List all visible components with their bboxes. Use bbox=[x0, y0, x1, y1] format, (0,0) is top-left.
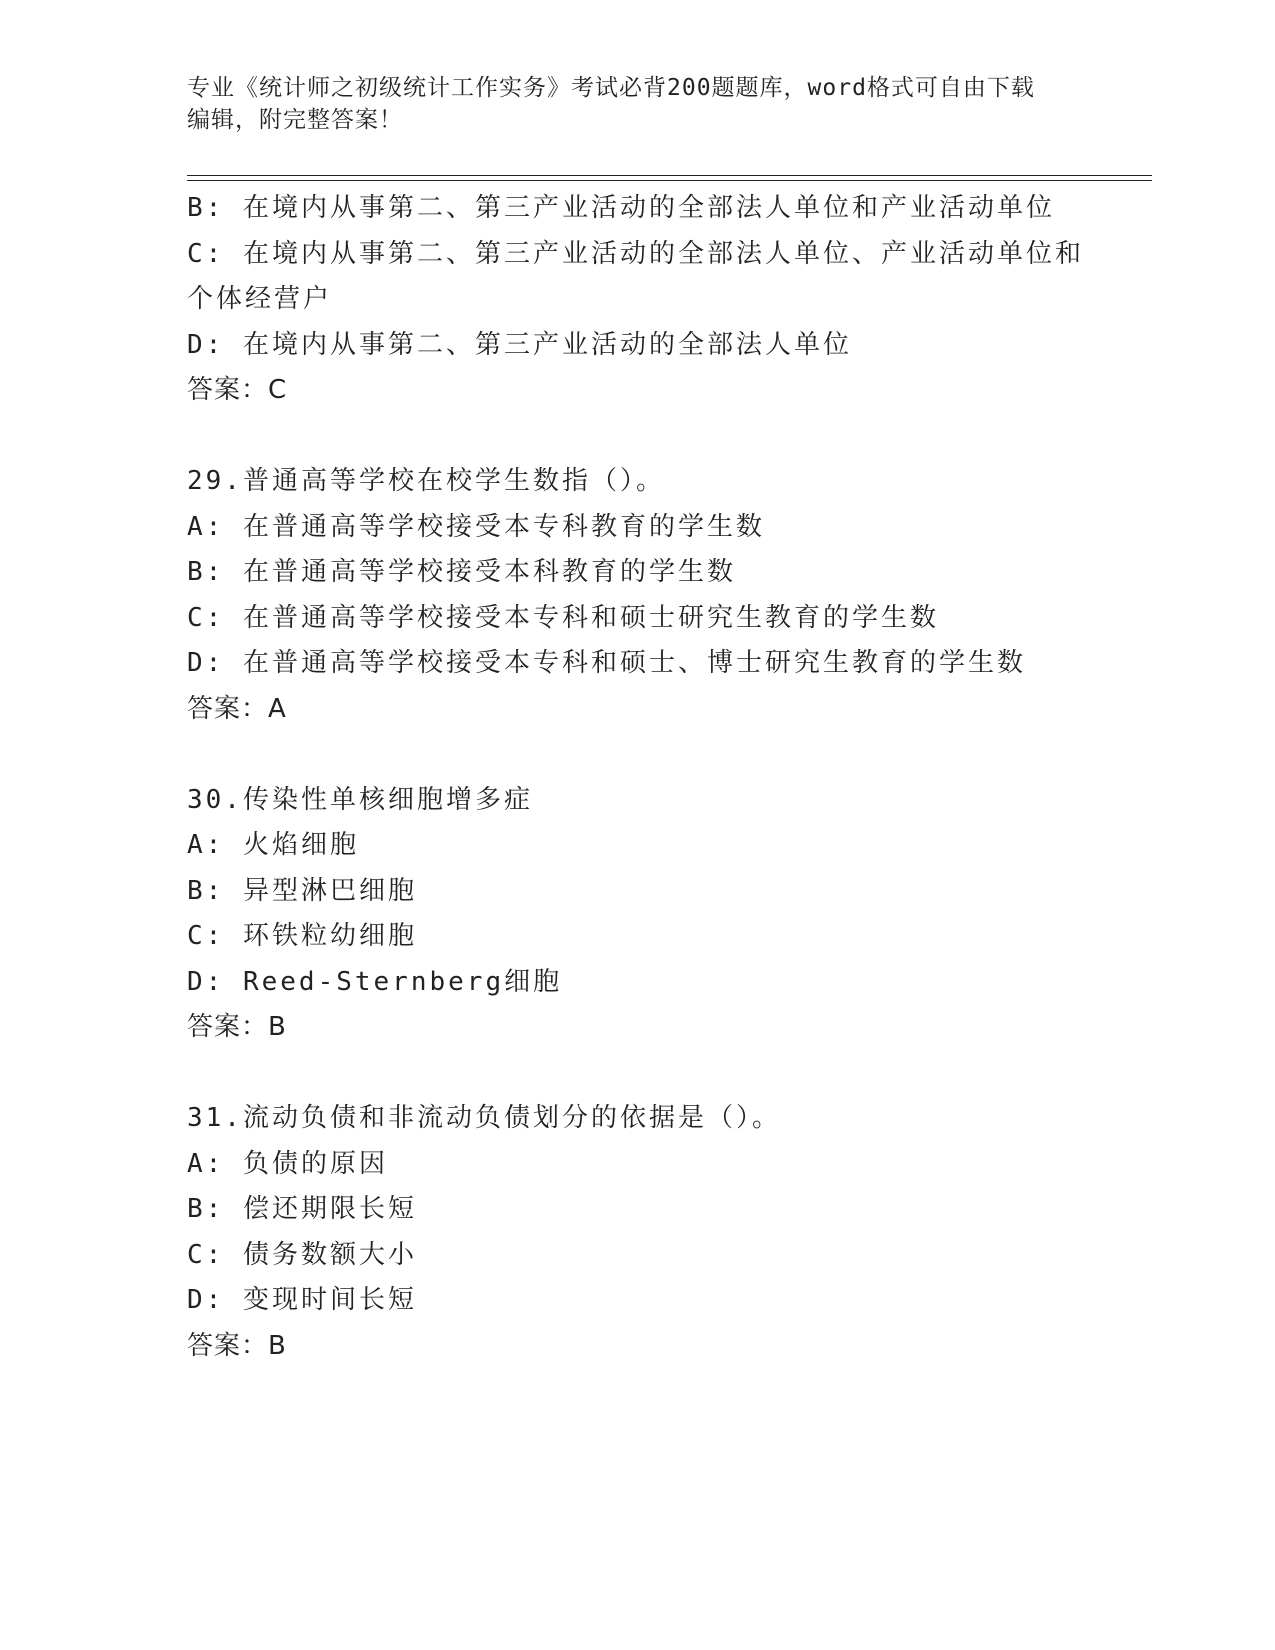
option-c: C: 在普通高等学校接受本专科和硕士研究生教育的学生数 bbox=[187, 602, 939, 633]
option-b: B: 在普通高等学校接受本科教育的学生数 bbox=[187, 557, 736, 587]
option-b: B: 偿还期限长短 bbox=[187, 1194, 417, 1224]
option-c-continued: 个体经营户 bbox=[187, 284, 333, 314]
option-b: B: 在境内从事第二、第三产业活动的全部法人单位和产业活动单位 bbox=[187, 193, 1055, 223]
option-c: C: 环铁粒幼细胞 bbox=[187, 921, 417, 951]
question-list bbox=[187, 186, 1107, 1369]
header-divider-top bbox=[187, 175, 1152, 176]
option-c: C: 债务数额大小 bbox=[187, 1239, 417, 1270]
answer-label: 答案：B bbox=[187, 1012, 287, 1042]
option-d: D: Reed-Sternberg细胞 bbox=[187, 966, 563, 997]
header-line-2: 编辑，附完整答案！ bbox=[187, 107, 403, 133]
answer-label: 答案：C bbox=[187, 375, 288, 405]
question-block-31 bbox=[187, 1096, 1107, 1369]
option-b: B: 异型淋巴细胞 bbox=[187, 875, 417, 906]
question-block-28 bbox=[187, 186, 1107, 414]
answer-label: 答案：B bbox=[187, 1330, 287, 1361]
option-c: C: 在境内从事第二、第三产业活动的全部法人单位、产业活动单位和 bbox=[187, 238, 1084, 269]
spacer bbox=[187, 1051, 1107, 1097]
option-a: A: 火焰细胞 bbox=[187, 830, 359, 860]
option-d: D: 变现时间长短 bbox=[187, 1285, 417, 1315]
header-line-1: 专业《统计师之初级统计工作实务》考试必背200题题库，word格式可自由下载 bbox=[187, 75, 1035, 101]
spacer bbox=[187, 414, 1107, 460]
question-text: 30.传染性单核细胞增多症 bbox=[187, 784, 533, 815]
question-block-30 bbox=[187, 778, 1107, 1051]
document-header bbox=[187, 72, 1087, 136]
answer-label: 答案：A bbox=[187, 693, 287, 724]
question-block-29 bbox=[187, 459, 1107, 732]
question-text: 31.流动负债和非流动负债划分的依据是（）。 bbox=[187, 1103, 781, 1133]
spacer bbox=[187, 732, 1107, 778]
option-a: A: 在普通高等学校接受本专科教育的学生数 bbox=[187, 511, 765, 542]
question-text: 29.普通高等学校在校学生数指（）。 bbox=[187, 466, 665, 496]
option-d: D: 在境内从事第二、第三产业活动的全部法人单位 bbox=[187, 329, 852, 360]
header-divider-bottom bbox=[187, 180, 1152, 181]
option-a: A: 负债的原因 bbox=[187, 1148, 388, 1179]
option-d: D: 在普通高等学校接受本专科和硕士、博士研究生教育的学生数 bbox=[187, 648, 1026, 678]
